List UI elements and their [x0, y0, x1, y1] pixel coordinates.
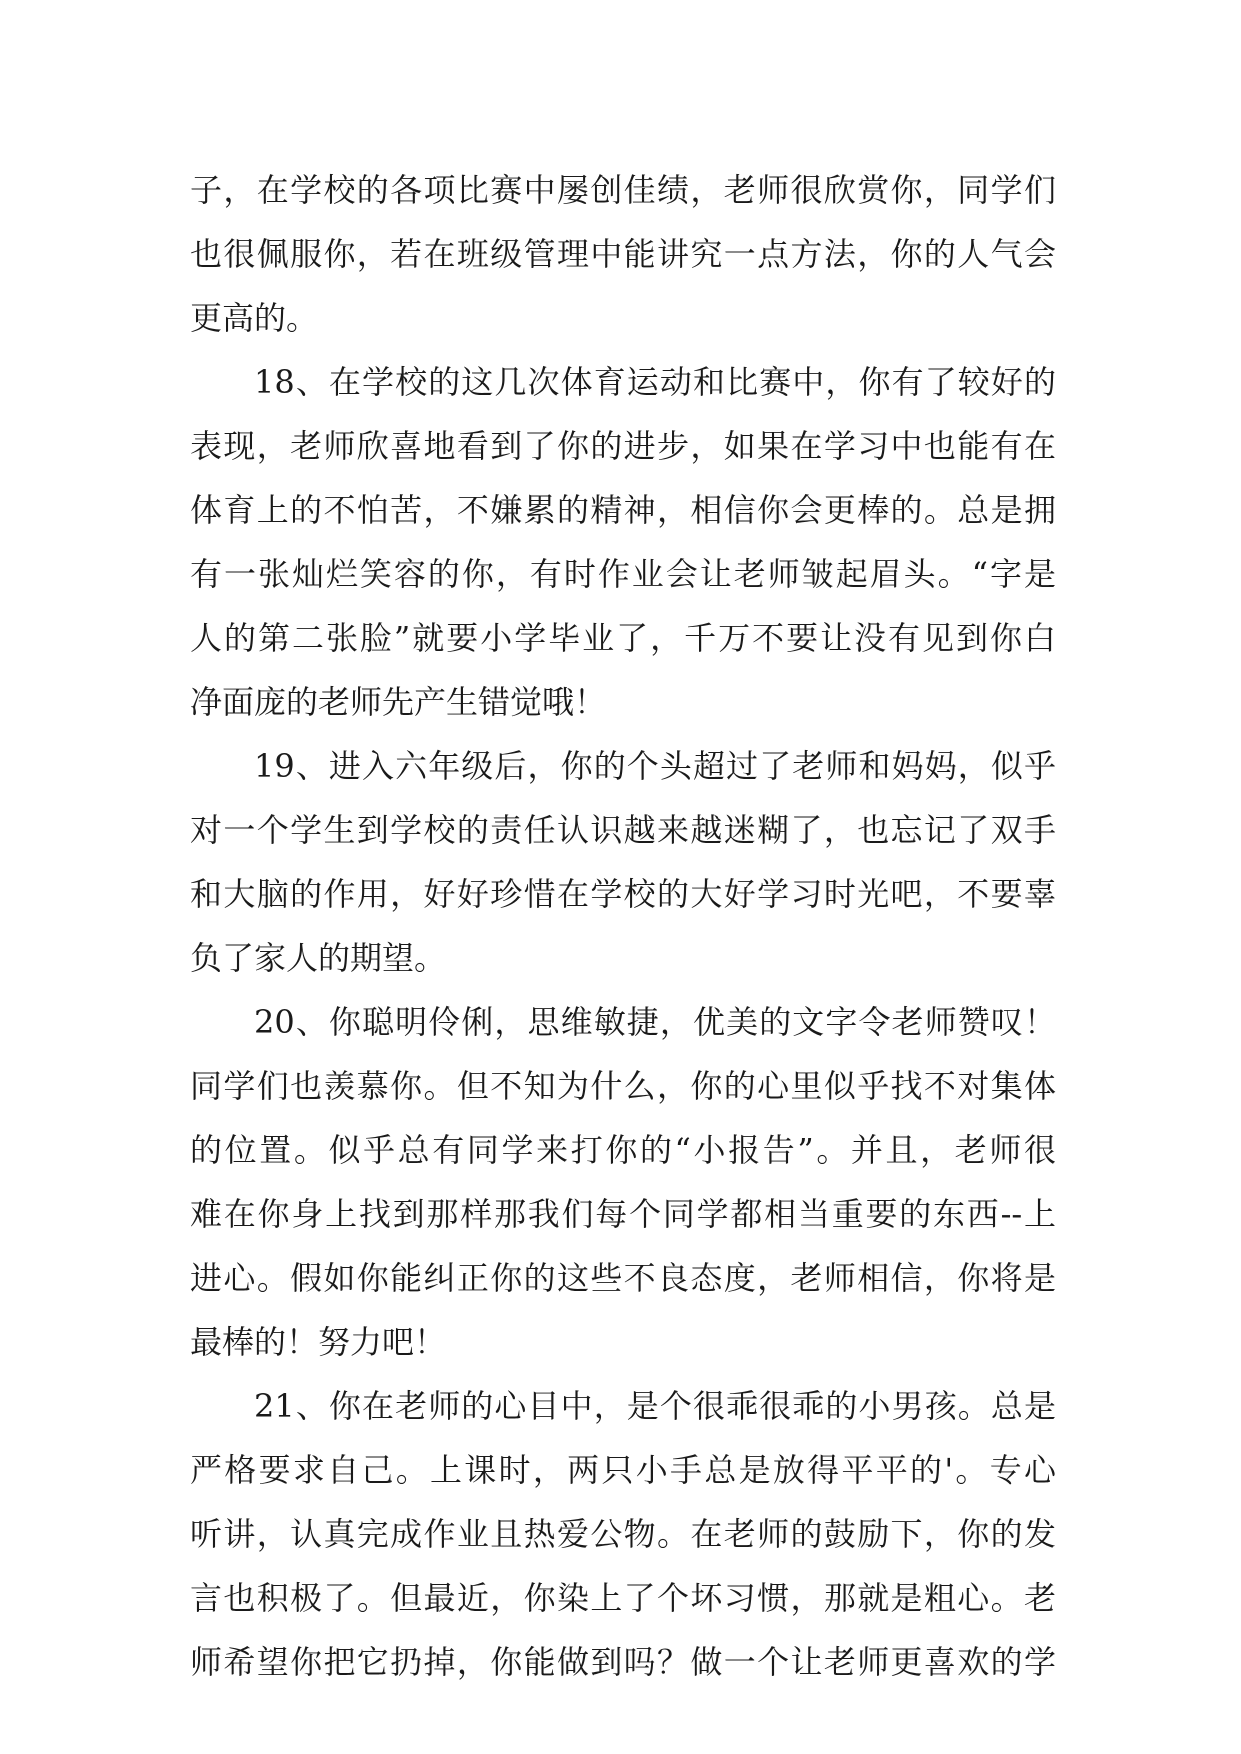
text-line: 子，在学校的各项比赛中屡创佳绩，老师很欣赏你，同学们: [190, 171, 1056, 209]
text-line: 最棒的！努力吧！: [190, 1323, 447, 1361]
text-line: 师希望你把它扔掉，你能做到吗？做一个让老师更喜欢的学: [190, 1643, 1056, 1681]
text-line: 体育上的不怕苦，不嫌累的精神，相信你会更棒的。总是拥: [190, 491, 1056, 529]
text-line: 更高的。: [190, 299, 319, 337]
text-line: 20、你聪明伶俐，思维敏捷，优美的文字令老师赞叹！: [254, 1003, 1056, 1041]
text-line: 听讲，认真完成作业且热爱公物。在老师的鼓励下，你的发: [190, 1515, 1056, 1553]
text-line: 进心。假如你能纠正你的这些不良态度，老师相信，你将是: [190, 1259, 1056, 1297]
text-line: 18、在学校的这几次体育运动和比赛中，你有了较好的: [254, 363, 1056, 401]
text-line: 同学们也羡慕你。但不知为什么，你的心里似乎找不对集体: [190, 1067, 1056, 1105]
text-line: 严格要求自己。上课时，两只小手总是放得平平的'。专心: [190, 1451, 1056, 1489]
text-line: 也很佩服你，若在班级管理中能讲究一点方法，你的人气会: [190, 235, 1056, 273]
text-line: 难在你身上找到那样那我们每个同学都相当重要的东西--上: [190, 1195, 1056, 1233]
text-line: 表现，老师欣喜地看到了你的进步，如果在学习中也能有在: [190, 427, 1056, 465]
text-line: 有一张灿烂笑容的你，有时作业会让老师皱起眉头。“字是: [190, 555, 1056, 593]
text-line: 19、进入六年级后，你的个头超过了老师和妈妈，似乎: [254, 747, 1056, 785]
body-text: [190, 158, 1056, 1694]
text-line: 人的第二张脸”就要小学毕业了，千万不要让没有见到你白: [190, 619, 1056, 657]
text-line: 和大脑的作用，好好珍惜在学校的大好学习时光吧，不要辜: [190, 875, 1056, 913]
text-line: 21、你在老师的心目中，是个很乖很乖的小男孩。总是: [254, 1387, 1056, 1425]
text-line: 负了家人的期望。: [190, 939, 447, 977]
text-line: 对一个学生到学校的责任认识越来越迷糊了，也忘记了双手: [190, 811, 1056, 849]
text-line: 的位置。似乎总有同学来打你的“小报告”。并且，老师很: [190, 1131, 1056, 1169]
text-line: 净面庞的老师先产生错觉哦！: [190, 683, 607, 721]
text-line: 言也积极了。但最近，你染上了个坏习惯，那就是粗心。老: [190, 1579, 1056, 1617]
